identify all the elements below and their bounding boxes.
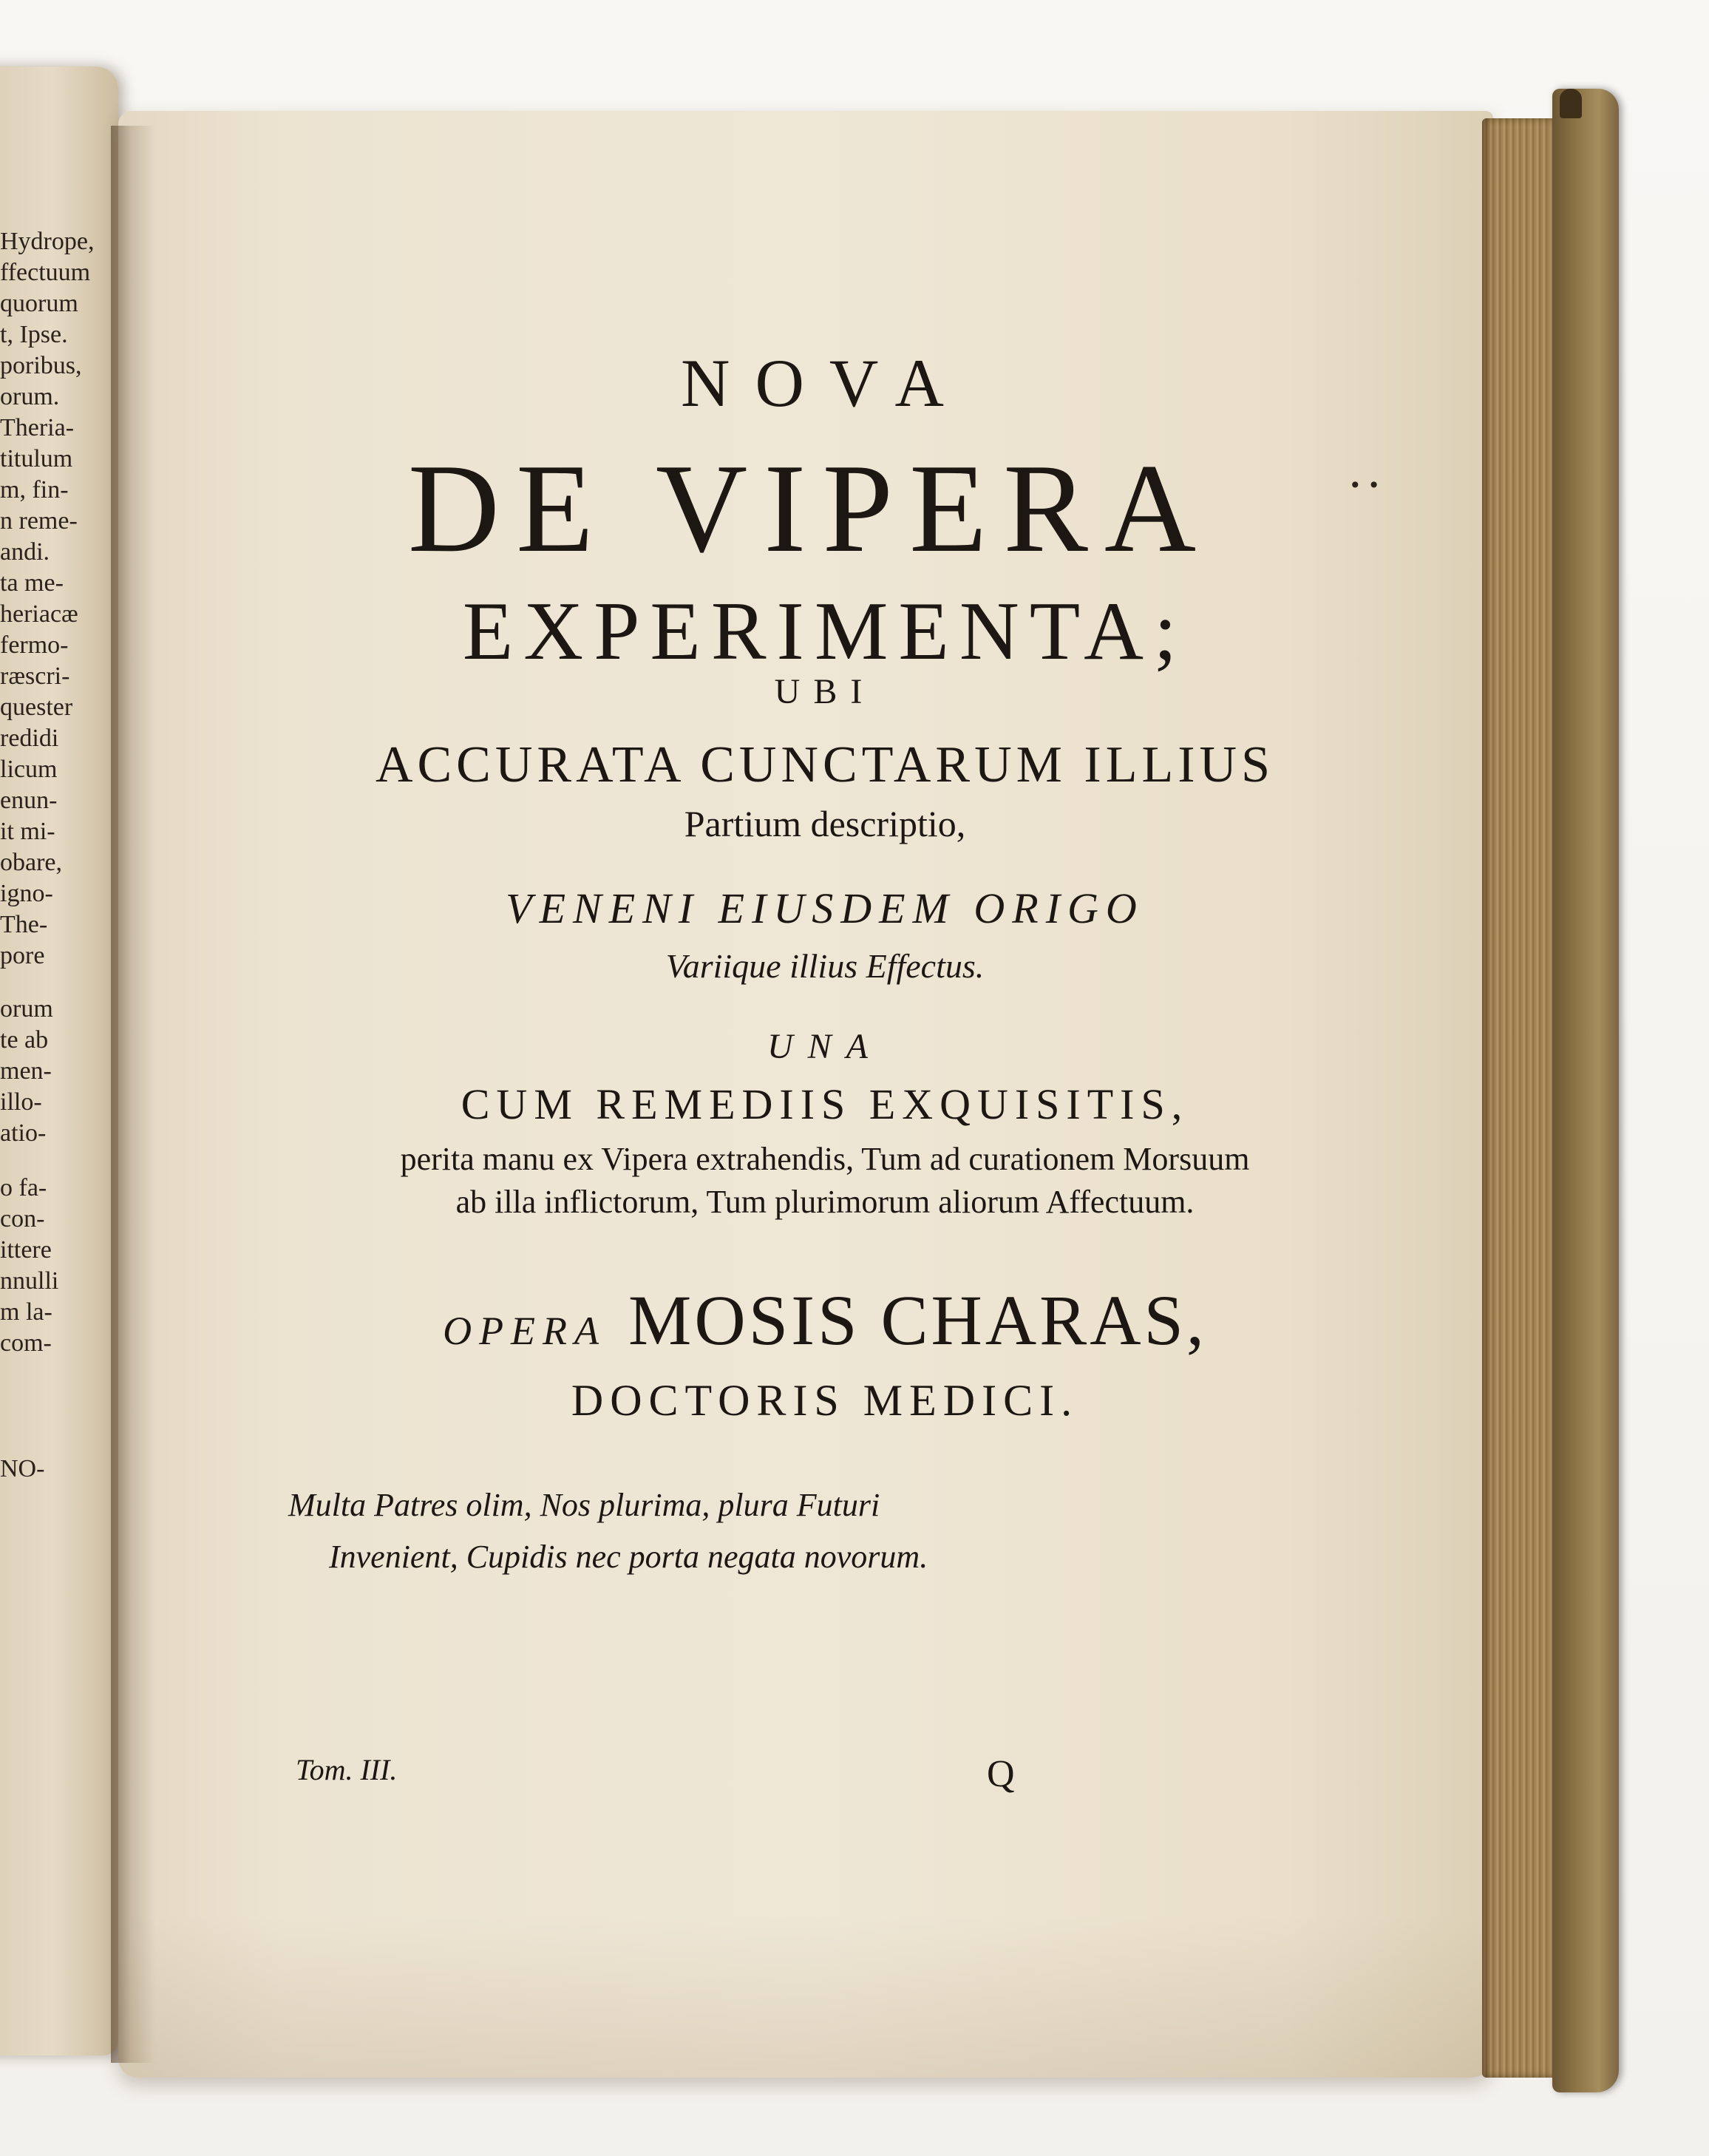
left-page-text: atio- <box>0 1119 47 1147</box>
motto-line-1: Multa Patres olim, Nos plurima, plura Futuri <box>288 1487 880 1523</box>
left-page-text: quester <box>0 694 73 721</box>
left-page-text: ræscri- <box>0 662 70 690</box>
left-page-text: NO- <box>0 1455 45 1482</box>
left-page-text: men- <box>0 1057 52 1085</box>
title-line-una: UNA <box>767 1027 883 1066</box>
title-line-cum-remediis: CUM REMEDIIS EXQUISITIS, <box>461 1080 1189 1128</box>
left-page-text: t, Ipse. <box>0 321 68 348</box>
motto-line-2: Invenient, Cupidis nec porta negata novorum. <box>329 1539 928 1575</box>
spine-top <box>1560 89 1582 118</box>
left-page-text: redidi <box>0 725 59 752</box>
left-page-text: n reme- <box>0 507 78 535</box>
title-line-ab-illa: ab illa inflictorum, Tum plurimorum aliorum Affectuum. <box>455 1184 1195 1220</box>
left-page-text: poribus, <box>0 352 82 379</box>
opera-label: OPERA <box>443 1309 607 1353</box>
left-page-text: Hydrope, <box>0 228 95 255</box>
left-page-text: quorum <box>0 290 78 317</box>
title-line-perita: perita manu ex Vipera extrahendis, Tum ad curationem Morsuum <box>400 1141 1250 1177</box>
title-line-nova: NOVA <box>681 345 969 421</box>
volume-label: Tom. III. <box>296 1753 398 1786</box>
margin-dots: • • <box>1349 473 1380 498</box>
author-line <box>0 1279 1679 1361</box>
left-page-text: it mi- <box>0 818 55 845</box>
left-page-text: titulum <box>0 445 73 472</box>
left-page-text: heriacæ <box>0 600 78 628</box>
left-page-text: m la- <box>0 1298 52 1326</box>
title-line-accurata: ACCURATA CUNCTARUM ILLIUS <box>375 736 1275 793</box>
left-page-text: enun- <box>0 787 58 814</box>
left-page-text: licum <box>0 756 58 783</box>
author-name: MOSIS CHARAS, <box>628 1281 1207 1360</box>
left-page-text: ittere <box>0 1236 52 1264</box>
left-page-text: andi. <box>0 538 50 566</box>
title-line-experimenta: EXPERIMENTA; <box>462 586 1188 677</box>
left-page-text: pore <box>0 942 45 969</box>
title-line-ubi: UBI <box>774 672 876 711</box>
left-page-text: com- <box>0 1329 52 1357</box>
left-page-text: orum <box>0 995 53 1023</box>
author-title: DOCTORIS MEDICI. <box>571 1376 1079 1425</box>
title-line-de-vipera: DE VIPERA <box>407 438 1213 579</box>
left-page-text: illo- <box>0 1088 42 1116</box>
left-page-text: ta me- <box>0 569 64 597</box>
left-page-text: fermo- <box>0 631 69 659</box>
left-page-text: nnulli <box>0 1267 59 1295</box>
left-page-text: orum. <box>0 383 60 410</box>
left-page-text: Theria- <box>0 414 75 441</box>
title-line-varii: Variique illius Effectus. <box>665 947 985 985</box>
left-page-text: The- <box>0 911 48 938</box>
title-line-veneni: VENENI EIUSDEM ORIGO <box>506 884 1144 932</box>
left-page-text: con- <box>0 1205 45 1233</box>
left-page-text: obare, <box>0 849 63 876</box>
signature-mark: Q <box>987 1753 1015 1795</box>
left-page-text: m, fin- <box>0 476 69 504</box>
left-page-text: te ab <box>0 1026 49 1054</box>
title-line-partium: Partium descriptio, <box>684 803 966 844</box>
left-page-text: ffectuum <box>0 259 91 286</box>
left-page-text: o fa- <box>0 1174 47 1201</box>
left-page-text: igno- <box>0 880 53 907</box>
